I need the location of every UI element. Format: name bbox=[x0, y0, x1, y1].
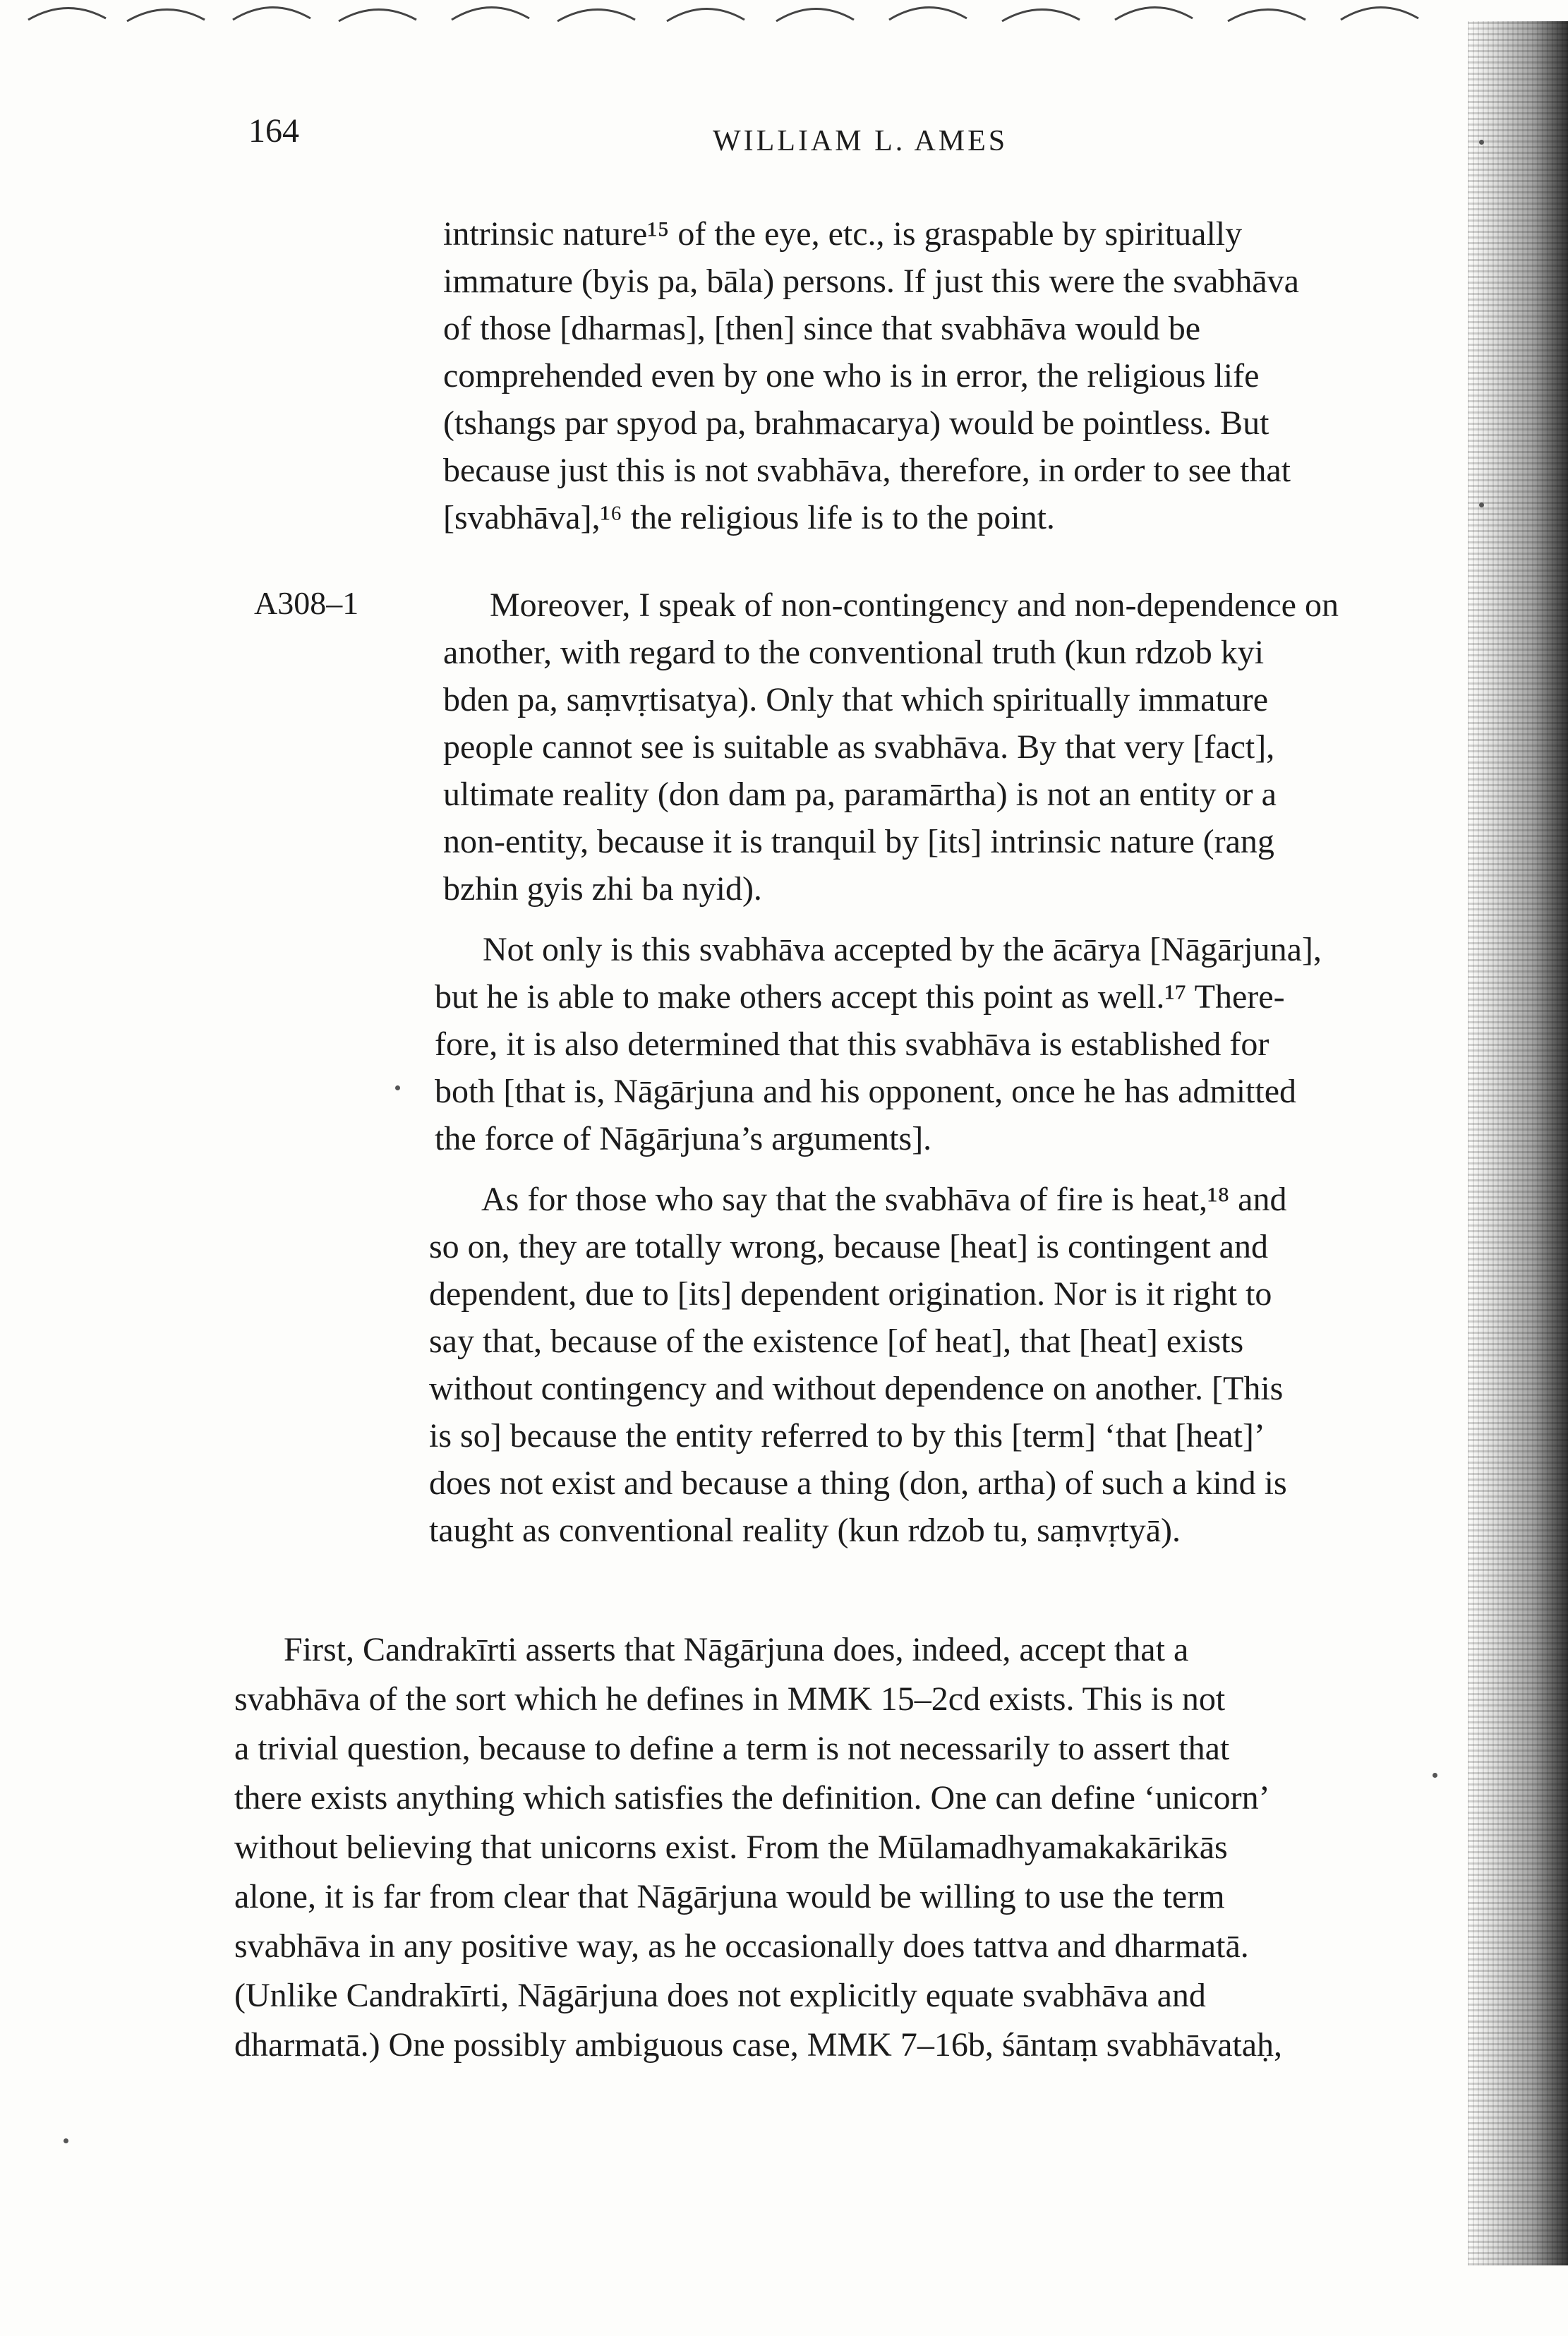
quote-line: because just this is not svabhāva, therefore, in order to see that bbox=[443, 452, 1291, 489]
body-line: alone, it is far from clear that Nāgārjuna would be willing to use the term bbox=[234, 1878, 1225, 1915]
quote-line: fore, it is also determined that this svabhāva is established for bbox=[435, 1025, 1270, 1063]
quote-line: dependent, due to [its] dependent origination. Nor is it right to bbox=[429, 1275, 1272, 1313]
quote-line: does not exist and because a thing (don, artha) of such a kind is bbox=[429, 1464, 1287, 1502]
scan-speck bbox=[1433, 1773, 1437, 1778]
scanned-page-edge bbox=[1468, 21, 1568, 2265]
quote-line: taught as conventional reality (kun rdzob tu, saṃvṛtyā). bbox=[429, 1512, 1181, 1549]
quote-line: (tshangs par spyod pa, brahmacarya) would be pointless. But bbox=[443, 404, 1270, 442]
quote-line: the force of Nāgārjuna’s arguments]. bbox=[435, 1120, 932, 1157]
scan-speck bbox=[64, 2138, 68, 2143]
body-line: svabhāva of the sort which he defines in MMK 15–2cd exists. This is not bbox=[234, 1680, 1226, 1718]
body-line: svabhāva in any positive way, as he occasionally does tattva and dharmatā. bbox=[234, 1927, 1249, 1965]
quote-line: say that, because of the existence [of heat], that [heat] exists bbox=[429, 1323, 1244, 1360]
quote-line: both [that is, Nāgārjuna and his opponent, once he has admitted bbox=[435, 1073, 1297, 1110]
quote-line: people cannot see is suitable as svabhāva. By that very [fact], bbox=[443, 728, 1275, 766]
quote-line: without contingency and without dependence on another. [This bbox=[429, 1370, 1284, 1407]
top-edge-arcs bbox=[0, 0, 1568, 99]
scan-speck bbox=[1479, 502, 1484, 507]
body-line: dharmatā.) One possibly ambiguous case, MMK 7–16b, śāntaṃ svabhāvataḥ, bbox=[234, 2026, 1283, 2064]
quote-line: immature (byis pa, bāla) persons. If just this were the svabhāva bbox=[443, 263, 1299, 300]
quote-line: As for those who say that the svabhāva of fire is heat,¹⁸ and bbox=[481, 1181, 1287, 1218]
quote-line: non-entity, because it is tranquil by [its] intrinsic nature (rang bbox=[443, 823, 1274, 860]
quote-line: ultimate reality (don dam pa, paramārtha) is not an entity or a bbox=[443, 776, 1277, 813]
quote-line: intrinsic nature¹⁵ of the eye, etc., is graspable by spiritually bbox=[443, 215, 1243, 253]
quote-line: bzhin gyis zhi ba nyid). bbox=[443, 870, 762, 908]
quote-line: [svabhāva],¹⁶ the religious life is to the point. bbox=[443, 499, 1055, 536]
quote-line: another, with regard to the conventional truth (kun rdzob kyi bbox=[443, 634, 1265, 671]
quote-line: comprehended even by one who is in error, the religious life bbox=[443, 357, 1260, 395]
quote-line: bden pa, saṃvṛtisatya). Only that which spiritually immature bbox=[443, 681, 1269, 718]
quote-line: of those [dharmas], [then] since that svabhāva would be bbox=[443, 310, 1200, 347]
page-number: 164 bbox=[248, 112, 299, 150]
body-line: a trivial question, because to define a term is not necessarily to assert that bbox=[234, 1730, 1230, 1767]
quote-line: so on, they are totally wrong, because [heat] is contingent and bbox=[429, 1228, 1268, 1265]
body-line: there exists anything which satisfies the definition. One can define ‘unicorn’ bbox=[234, 1779, 1270, 1817]
body-line: without believing that unicorns exist. From the Mūlamadhyamakakārikās bbox=[234, 1829, 1228, 1866]
scan-speck bbox=[395, 1085, 400, 1090]
quote-line: Moreover, I speak of non-contingency and non-dependence on bbox=[490, 586, 1339, 624]
body-line: First, Candrakīrti asserts that Nāgārjuna does, indeed, accept that a bbox=[284, 1631, 1189, 1668]
quote-line: Not only is this svabhāva accepted by the ācārya [Nāgārjuna], bbox=[483, 931, 1322, 968]
scan-speck bbox=[1479, 140, 1484, 145]
body-line: (Unlike Candrakīrti, Nāgārjuna does not explicitly equate svabhāva and bbox=[234, 1977, 1206, 2014]
margin-reference: A308–1 bbox=[254, 585, 359, 621]
running-head: WILLIAM L. AMES bbox=[713, 125, 1008, 157]
quote-line: but he is able to make others accept this point as well.¹⁷ There- bbox=[435, 978, 1285, 1016]
quote-line: is so] because the entity referred to by this [term] ‘that [heat]’ bbox=[429, 1417, 1265, 1455]
